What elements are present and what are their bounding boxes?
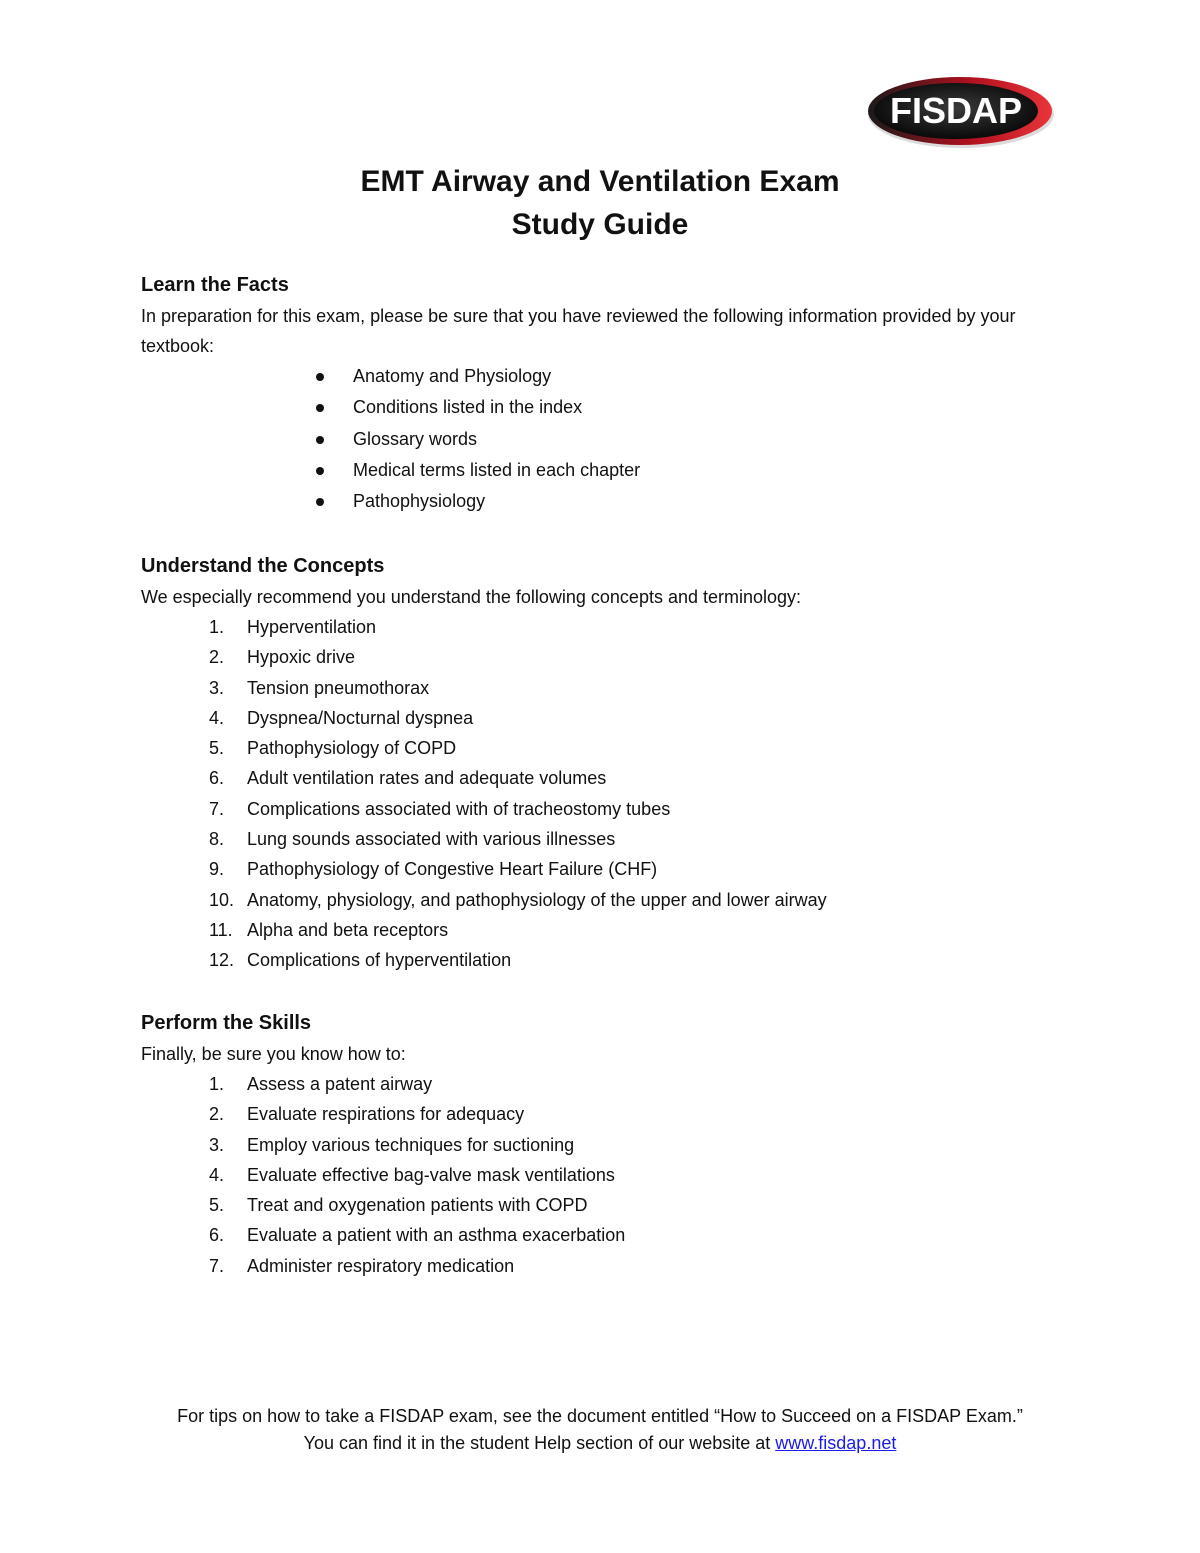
list-item: 11. Alpha and beta receptors bbox=[209, 919, 449, 940]
bullet-icon bbox=[316, 436, 324, 444]
list-item: 10. Anatomy, physiology, and pathophysiology of the upper and lower airway bbox=[209, 889, 827, 910]
footer-line-1: For tips on how to take a FISDAP exam, see the document entitled “How to Succeed on a FISDAP Exam.” bbox=[177, 1406, 1023, 1426]
list-item: 6. Evaluate a patient with an asthma exacerbation bbox=[209, 1225, 626, 1246]
list-item: 1. Assess a patent airway bbox=[209, 1074, 433, 1094]
skills-intro: Finally, be sure you know how to: bbox=[141, 1044, 406, 1064]
website-link[interactable]: www.fisdap.net bbox=[775, 1433, 897, 1453]
title-line-1: EMT Airway and Ventilation Exam bbox=[360, 165, 840, 198]
section-facts bbox=[141, 271, 1061, 517]
list-item: 5. Treat and oxygenation patients with COPD bbox=[209, 1195, 588, 1216]
section-concepts bbox=[141, 552, 1061, 976]
concepts-heading: Understand the Concepts bbox=[141, 555, 385, 577]
list-item: 3. Tension pneumothorax bbox=[209, 677, 430, 698]
list-item: 4. Dyspnea/Nocturnal dyspnea bbox=[209, 707, 474, 728]
bullet-icon bbox=[316, 498, 324, 506]
concepts-intro: We especially recommend you understand the following concepts and terminology: bbox=[141, 587, 802, 607]
list-item: 4. Evaluate effective bag-valve mask ventilations bbox=[209, 1164, 615, 1185]
list-item: 6. Adult ventilation rates and adequate volumes bbox=[209, 768, 607, 789]
list-item: Anatomy and Physiology bbox=[141, 361, 1061, 392]
bullet-icon bbox=[316, 373, 324, 381]
section-skills bbox=[141, 1009, 1061, 1281]
list-item: Medical terms listed in each chapter bbox=[141, 455, 1061, 486]
concepts-list bbox=[141, 612, 1061, 976]
list-item: 5. Pathophysiology of COPD bbox=[209, 738, 457, 759]
fisdap-logo bbox=[866, 74, 1056, 150]
list-item: 7. Administer respiratory medication bbox=[209, 1255, 515, 1276]
skills-heading: Perform the Skills bbox=[141, 1012, 312, 1034]
footer bbox=[0, 1403, 1200, 1457]
list-item: 2. Hypoxic drive bbox=[209, 647, 356, 668]
footer-line-2-text: You can find it in the student Help section of our website at bbox=[303, 1433, 776, 1453]
list-item: 8. Lung sounds associated with various illnesses bbox=[209, 829, 616, 850]
bullet-icon bbox=[316, 467, 324, 475]
skills-list bbox=[141, 1069, 1061, 1281]
facts-list bbox=[141, 361, 1061, 517]
list-item: 12. Complications of hyperventilation bbox=[209, 950, 512, 971]
list-item: Glossary words bbox=[141, 424, 1061, 455]
list-item: Conditions listed in the index bbox=[141, 392, 1061, 423]
footer-line-2 bbox=[0, 1430, 1200, 1457]
list-item: 3. Employ various techniques for suctioning bbox=[209, 1134, 575, 1155]
list-item: 7. Complications associated with of tracheostomy tubes bbox=[209, 798, 671, 819]
list-item: 9. Pathophysiology of Congestive Heart Failure (CHF) bbox=[209, 859, 658, 880]
facts-intro: In preparation for this exam, please be sure that you have reviewed the following information provided by your textbook: bbox=[141, 306, 1016, 356]
list-item: 1. Hyperventilation bbox=[209, 617, 377, 637]
facts-heading: Learn the Facts bbox=[141, 274, 289, 296]
list-item: Pathophysiology bbox=[141, 486, 1061, 517]
list-item: 2. Evaluate respirations for adequacy bbox=[209, 1104, 525, 1125]
document-title bbox=[0, 160, 1200, 246]
title-line-2: Study Guide bbox=[511, 208, 689, 241]
logo-text: FISDAP bbox=[889, 90, 1023, 131]
bullet-icon bbox=[316, 404, 324, 412]
